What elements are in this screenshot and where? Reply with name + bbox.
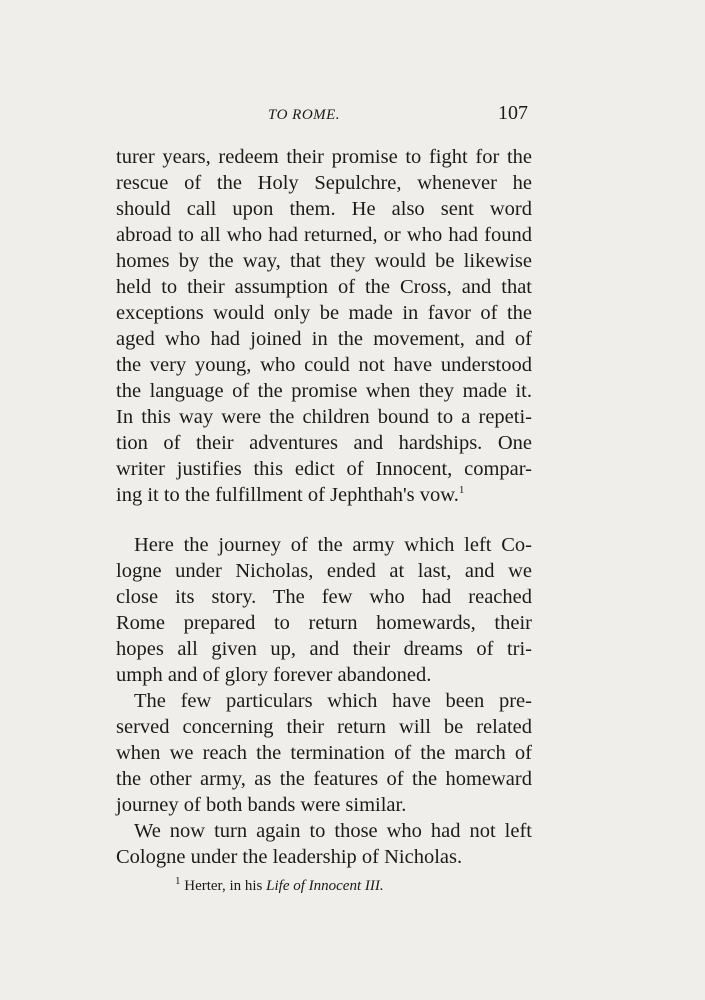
footnote-marker: 1 — [458, 484, 465, 497]
text-line-with-footnote — [116, 482, 532, 508]
text-line: should call upon them. He also sent word — [116, 198, 532, 220]
text-line: logne under Nicholas, ended at last, and we — [116, 560, 532, 582]
text-line: Here the journey of the army which left Co- — [134, 534, 532, 556]
text-line: aged who had joined in the movement, and of — [116, 328, 532, 350]
text-line: rescue of the Holy Sepulchre, whenever he — [116, 172, 532, 194]
text-line: the language of the promise when they made it. — [116, 380, 532, 402]
text-line: In this way were the children bound to a repeti- — [116, 406, 532, 428]
text-line: homes by the way, that they would be likewise — [116, 250, 532, 272]
text-line: held to their assumption of the Cross, and that — [116, 276, 532, 298]
text-line: hopes all given up, and their dreams of tri- — [116, 638, 532, 660]
text-line-content: ing it to the fulfillment of Jephthah's vow. — [116, 484, 459, 506]
page-number: 107 — [498, 102, 528, 124]
text-line: served concerning their return will be related — [116, 716, 532, 738]
text-line: when we reach the termination of the march of — [116, 742, 532, 764]
footnote-text: Herter, in his — [184, 878, 267, 894]
text-line: journey of both bands were similar. — [116, 794, 407, 816]
text-line: We now turn again to those who had not left — [134, 820, 532, 842]
footnote-book-title: Life of Innocent III. — [266, 878, 384, 894]
text-line: close its story. The few who had reached — [116, 586, 532, 608]
text-line: The few particulars which have been pre- — [134, 690, 532, 712]
text-line: exceptions would only be made in favor of the — [116, 302, 532, 324]
text-line: writer justifies this edict of Innocent, compar- — [116, 458, 532, 480]
text-line: umph and of glory forever abandoned. — [116, 664, 432, 686]
text-line: the very young, who could not have understood — [116, 354, 532, 376]
footnote-number: 1 — [175, 875, 181, 887]
text-line: Cologne under the leadership of Nicholas. — [116, 846, 463, 868]
running-header: TO ROME. — [268, 107, 341, 123]
text-line: tion of their adventures and hardships. One — [116, 432, 532, 454]
text-line: the other army, as the features of the homeward — [116, 768, 532, 790]
footnote — [175, 876, 384, 896]
text-line: Rome prepared to return homewards, their — [116, 612, 532, 634]
text-line: abroad to all who had returned, or who had found — [116, 224, 532, 246]
text-line: turer years, redeem their promise to fight for the — [116, 146, 532, 168]
